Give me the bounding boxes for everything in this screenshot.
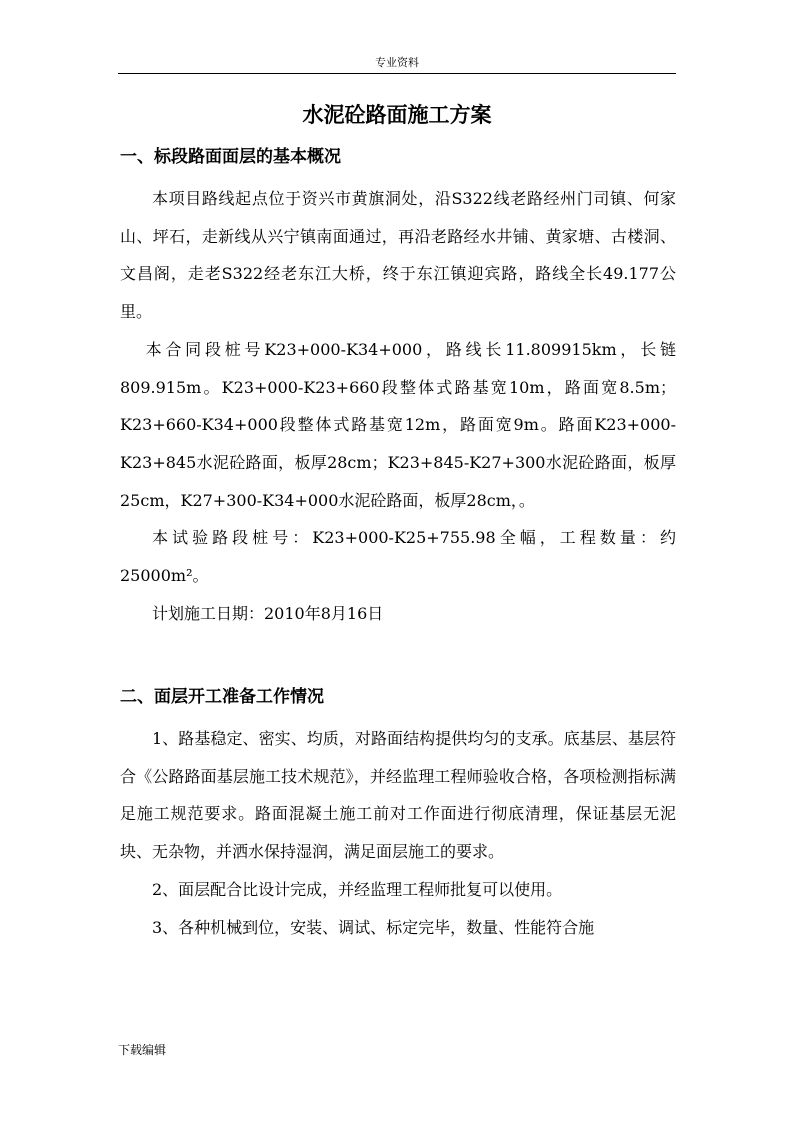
paragraph: 本试验路段桩号：K23+000-K25+755.98全幅，工程数量：约25000m²。 (120, 528, 676, 586)
paragraph: 本项目路线起点位于资兴市黄旗洞处，沿S322线老路经州门司镇、何家山、坪石，走新线从兴宁镇南面通过，再沿老路经水井铺、黄家塘、古楼洞、文昌阁，走老S322经老东江大桥，终于东江镇迎宾路，路线全长49.177公里。 (120, 189, 676, 322)
paragraph: 2、面层配合比设计完成，并经监理工程师批复可以使用。 (152, 879, 563, 899)
paragraph: 1、路基稳定、密实、均质，对路面结构提供均匀的支承。底基层、基层符合《公路路面基层施工技术规范》，并经监理工程师验收合格，各项检测指标满足施工规范要求。路面混凝土施工前对工作面进行彻底清理，保证基层无泥块、无杂物，并洒水保持湿润，满足面层施工的要求。 (120, 729, 676, 862)
page-header: 专业资料 (375, 56, 419, 69)
section-2-body (120, 720, 676, 946)
section-heading-2: 二、面层开工准备工作情况 (120, 687, 324, 707)
paragraph: 计划施工日期：2010年8月16日 (152, 603, 384, 623)
paragraph: 本合同段桩号K23+000-K34+000，路线长11.809915km，长链809.915m。K23+000-K23+660段整体式路基宽10m，路面宽8.5m；K23+660-K34+000段整体式路基宽12m，路面宽9m。路面K23+000-K23+845水泥砼路面，板厚28cm；K23+845-K27+300水泥砼路面，板厚25cm，K27+300-K34+000水泥砼路面，板厚28cm，。 (120, 339, 676, 510)
section-heading-1: 一、标段路面面层的基本概况 (120, 147, 341, 167)
header-rule (118, 73, 676, 74)
document-title: 水泥砼路面施工方案 (302, 102, 492, 127)
paragraph: 3、各种机械到位，安装、调试、标定完毕，数量、性能符合施 (152, 917, 595, 937)
section-1-body (120, 180, 676, 632)
page-footer: 下载编辑 (118, 1043, 167, 1057)
